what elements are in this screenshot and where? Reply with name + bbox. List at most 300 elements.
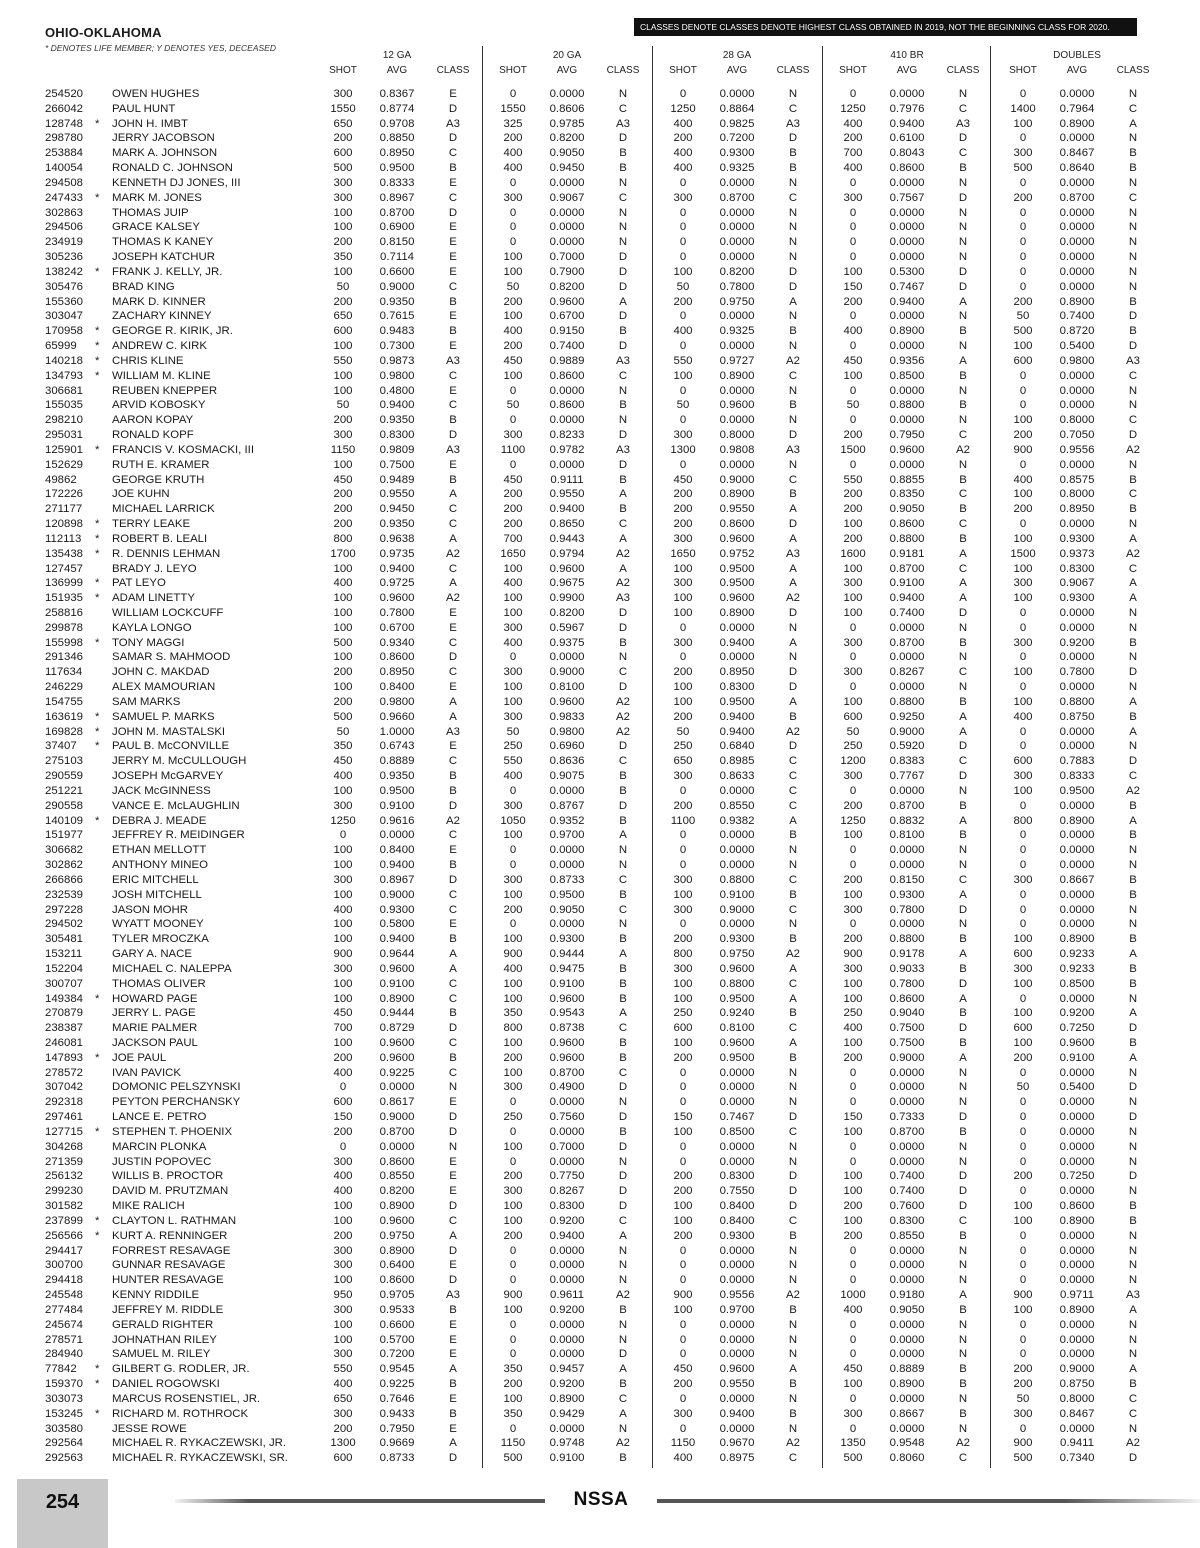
- 410br-shot: 0: [849, 784, 857, 797]
- doubles-shot: 0: [1019, 888, 1027, 901]
- 410br-shot: 200: [843, 1229, 863, 1242]
- 410br-shot: 500: [843, 1452, 863, 1465]
- 12ga-avg: 0.7800: [379, 606, 415, 619]
- 410br-avg: 0.9050: [889, 503, 925, 516]
- 410br-shot: 0: [849, 176, 857, 189]
- 410br-class: B: [959, 1363, 967, 1376]
- 410br-avg: 0.8600: [889, 162, 925, 175]
- doubles-shot: 0: [1019, 681, 1027, 694]
- 28ga-avg: 0.0000: [719, 1066, 755, 1079]
- 20ga-avg: 0.7560: [549, 1111, 585, 1124]
- member-id: 291346: [45, 651, 84, 664]
- doubles-avg: 0.0000: [1059, 221, 1095, 234]
- member-name: DEBRA J. MEADE: [112, 814, 207, 827]
- 12ga-shot: 100: [333, 651, 353, 664]
- table-row: [45, 962, 1145, 977]
- 410br-class: A: [959, 354, 967, 367]
- 28ga-avg: 0.8000: [719, 429, 755, 442]
- 410br-class: N: [958, 1333, 968, 1346]
- member-name: TYLER MROCZKA: [112, 933, 209, 946]
- 28ga-class: N: [788, 88, 798, 100]
- 20ga-shot: 400: [503, 636, 523, 649]
- 12ga-shot: 300: [333, 1244, 353, 1257]
- 12ga-avg: 0.8400: [379, 844, 415, 857]
- doubles-class: A: [1129, 725, 1137, 738]
- life-member-marker: *: [95, 1125, 100, 1138]
- 20ga-avg: 0.8200: [549, 280, 585, 293]
- 410br-class: N: [958, 458, 968, 471]
- 410br-class: N: [958, 310, 968, 323]
- 20ga-shot: 100: [503, 606, 523, 619]
- 20ga-class: N: [618, 88, 628, 100]
- 12ga-class: E: [449, 1333, 457, 1346]
- doubles-shot: 100: [1013, 592, 1033, 605]
- 410br-avg: 0.9600: [889, 443, 925, 456]
- table-row: [45, 680, 1145, 695]
- doubles-avg: 0.0000: [1059, 176, 1095, 189]
- 28ga-avg: 0.8633: [719, 770, 755, 783]
- doubles-shot: 200: [1013, 1363, 1033, 1376]
- 12ga-shot: 50: [336, 399, 350, 412]
- doubles-shot: 300: [1013, 962, 1033, 975]
- 28ga-class: N: [788, 1081, 798, 1094]
- avg-header: AVG: [726, 65, 748, 76]
- member-id: 153245: [45, 1407, 84, 1420]
- table-row: [45, 814, 1145, 829]
- 28ga-class: B: [789, 325, 797, 338]
- 410br-avg: 0.0000: [889, 651, 925, 664]
- 28ga-shot: 50: [676, 725, 690, 738]
- doubles-class: B: [1129, 1037, 1137, 1049]
- 28ga-class: N: [788, 414, 798, 427]
- 20ga-shot: 400: [503, 325, 523, 338]
- 12ga-class: A: [449, 1437, 457, 1450]
- doubles-avg: 0.8000: [1059, 1392, 1095, 1405]
- 20ga-class: A: [619, 295, 627, 308]
- 28ga-class: A3: [786, 547, 800, 560]
- 410br-avg: 0.8550: [889, 1229, 925, 1242]
- 12ga-avg: 0.9400: [379, 399, 415, 412]
- 410br-shot: 100: [843, 1185, 863, 1198]
- 12ga-avg: 0.8150: [379, 236, 415, 249]
- doubles-avg: 0.0000: [1059, 518, 1095, 531]
- 28ga-shot: 100: [673, 992, 693, 1005]
- 410br-shot: 900: [843, 948, 863, 961]
- 12ga-class: B: [449, 784, 457, 797]
- 12ga-class: E: [449, 1422, 457, 1435]
- doubles-shot: 200: [1013, 1170, 1033, 1183]
- 28ga-class: N: [788, 859, 798, 872]
- 28ga-class: N: [788, 340, 798, 353]
- 12ga-class: C: [448, 829, 458, 842]
- 12ga-class: C: [448, 992, 458, 1005]
- doubles-class: A2: [1126, 443, 1140, 456]
- 28ga-class: N: [788, 1155, 798, 1168]
- 20ga-class: N: [618, 918, 628, 931]
- doubles-shot: 400: [1013, 710, 1033, 723]
- life-member-marker: *: [95, 1214, 100, 1227]
- 410br-avg: 0.8600: [889, 518, 925, 531]
- life-member-marker: *: [95, 443, 100, 456]
- 20ga-class: A3: [616, 354, 630, 367]
- 28ga-avg: 0.9600: [719, 592, 755, 605]
- 28ga-shot: 0: [679, 1081, 687, 1094]
- 410br-avg: 0.9548: [889, 1437, 925, 1450]
- 20ga-shot: 0: [509, 221, 517, 234]
- doubles-class: B: [1129, 147, 1137, 160]
- 12ga-avg: 0.9708: [379, 117, 415, 130]
- 20ga-class: B: [619, 325, 627, 338]
- 410br-class: N: [958, 844, 968, 857]
- 20ga-avg: 0.8233: [549, 429, 585, 442]
- 20ga-avg: 0.9500: [549, 888, 585, 901]
- 410br-class: N: [958, 1392, 968, 1405]
- doubles-class: N: [1128, 384, 1138, 397]
- 12ga-shot: 500: [333, 636, 353, 649]
- life-member-marker: *: [95, 1229, 100, 1242]
- 20ga-class: D: [618, 280, 628, 293]
- 410br-avg: 0.9181: [889, 547, 925, 560]
- 20ga-avg: 0.8636: [549, 755, 585, 768]
- 20ga-avg: 0.0000: [549, 1155, 585, 1168]
- 410br-shot: 200: [843, 503, 863, 516]
- 410br-avg: 0.0000: [889, 1155, 925, 1168]
- 20ga-avg: 0.0000: [549, 384, 585, 397]
- 410br-shot: 200: [843, 933, 863, 946]
- table-row: [45, 1155, 1145, 1170]
- member-id: 152629: [45, 458, 84, 471]
- 12ga-avg: 0.9100: [379, 799, 415, 812]
- member-name: THOMAS OLIVER: [112, 977, 206, 990]
- 12ga-shot: 100: [333, 681, 353, 694]
- 12ga-shot: 100: [333, 1318, 353, 1331]
- 20ga-avg: 0.6700: [549, 310, 585, 323]
- doubles-shot: 0: [1019, 1155, 1027, 1168]
- doubles-avg: 0.0000: [1059, 918, 1095, 931]
- member-name: JOHN H. IMBT: [112, 117, 188, 130]
- doubles-shot: 200: [1013, 503, 1033, 516]
- 20ga-class: B: [619, 1037, 627, 1049]
- doubles-shot: 0: [1019, 88, 1027, 100]
- 28ga-avg: 0.8300: [719, 681, 755, 694]
- doubles-shot: 0: [1019, 1125, 1027, 1138]
- 28ga-shot: 0: [679, 784, 687, 797]
- 410br-class: N: [958, 1274, 968, 1287]
- shot-header: SHOT: [329, 65, 357, 76]
- 20ga-class: D: [618, 799, 628, 812]
- doubles-class: B: [1129, 710, 1137, 723]
- 12ga-avg: 0.8600: [379, 651, 415, 664]
- 28ga-shot: 200: [673, 799, 693, 812]
- member-id: 298210: [45, 414, 84, 427]
- 20ga-class: D: [618, 132, 628, 145]
- doubles-shot: 300: [1013, 147, 1033, 160]
- 410br-shot: 50: [846, 725, 860, 738]
- 28ga-avg: 0.9750: [719, 295, 755, 308]
- 12ga-shot: 450: [333, 755, 353, 768]
- doubles-shot: 100: [1013, 1303, 1033, 1316]
- member-id: 253884: [45, 147, 84, 160]
- 410br-shot: 0: [849, 1081, 857, 1094]
- group-header: 28 GA: [722, 50, 752, 61]
- 12ga-class: B: [449, 770, 457, 783]
- member-name: BRADY J. LEYO: [112, 562, 197, 575]
- 410br-avg: 0.8500: [889, 369, 925, 382]
- table-row: [45, 1451, 1145, 1466]
- member-id: 151935: [45, 592, 84, 605]
- 20ga-avg: 0.8600: [549, 369, 585, 382]
- 410br-class: B: [959, 799, 967, 812]
- 20ga-avg: 0.9150: [549, 325, 585, 338]
- 20ga-shot: 200: [503, 503, 523, 516]
- member-name: KAYLA LONGO: [112, 621, 192, 634]
- doubles-shot: 0: [1019, 992, 1027, 1005]
- 20ga-class: N: [618, 384, 628, 397]
- 12ga-avg: 0.9300: [379, 903, 415, 916]
- 12ga-avg: 0.8950: [379, 147, 415, 160]
- 28ga-class: C: [788, 784, 798, 797]
- 20ga-shot: 300: [503, 191, 523, 204]
- 410br-shot: 200: [843, 488, 863, 501]
- 28ga-shot: 1100: [670, 814, 696, 827]
- 20ga-class: D: [618, 1185, 628, 1198]
- 28ga-class: B: [789, 710, 797, 723]
- 12ga-avg: 0.8967: [379, 191, 415, 204]
- 28ga-class: A2: [786, 725, 800, 738]
- life-member-marker: *: [95, 1363, 100, 1376]
- table-row: [45, 117, 1145, 132]
- 20ga-class: A2: [616, 725, 630, 738]
- 12ga-class: C: [448, 1037, 458, 1049]
- doubles-shot: 0: [1019, 903, 1027, 916]
- table-row: [45, 250, 1145, 265]
- 28ga-avg: 0.6840: [719, 740, 755, 753]
- member-id: 138242: [45, 265, 84, 278]
- doubles-shot: 0: [1019, 1229, 1027, 1242]
- 12ga-avg: 0.8200: [379, 1185, 415, 1198]
- 410br-class: C: [958, 562, 968, 575]
- 20ga-shot: 300: [503, 621, 523, 634]
- 12ga-class: N: [448, 1081, 458, 1094]
- 28ga-avg: 0.8800: [719, 977, 755, 990]
- page-number-box: [17, 1479, 108, 1548]
- 12ga-avg: 0.9489: [379, 473, 415, 486]
- 12ga-avg: 0.9873: [379, 354, 415, 367]
- doubles-avg: 0.0000: [1059, 1259, 1095, 1272]
- 410br-avg: 0.8800: [889, 933, 925, 946]
- member-name: MICHAEL R. RYKACZEWSKI, SR.: [112, 1452, 288, 1465]
- 12ga-avg: 0.7300: [379, 340, 415, 353]
- life-member-marker: *: [95, 992, 100, 1005]
- 410br-class: N: [958, 88, 968, 100]
- member-name: WILLIAM M. KLINE: [112, 369, 211, 382]
- doubles-class: N: [1128, 1318, 1138, 1331]
- 20ga-avg: 0.0000: [549, 1259, 585, 1272]
- table-row: [45, 206, 1145, 221]
- page-title: OHIO-OKLAHOMA: [45, 25, 162, 40]
- doubles-avg: 0.0000: [1059, 280, 1095, 293]
- doubles-avg: 0.0000: [1059, 1333, 1095, 1346]
- 28ga-shot: 0: [679, 1259, 687, 1272]
- member-name: VANCE E. McLAUGHLIN: [112, 799, 240, 812]
- doubles-avg: 0.0000: [1059, 725, 1095, 738]
- doubles-class: D: [1128, 666, 1138, 679]
- table-row: [45, 799, 1145, 814]
- 12ga-avg: 0.8729: [379, 1022, 415, 1035]
- doubles-shot: 200: [1013, 191, 1033, 204]
- member-name: PEYTON PERCHANSKY: [112, 1096, 241, 1109]
- member-id: 292318: [45, 1096, 84, 1109]
- 28ga-avg: 0.0000: [719, 236, 755, 249]
- table-row: [45, 1333, 1145, 1348]
- 28ga-avg: 0.0000: [719, 251, 755, 264]
- 20ga-shot: 200: [503, 1378, 523, 1391]
- 20ga-shot: 100: [503, 369, 523, 382]
- 12ga-class: E: [449, 236, 457, 249]
- 20ga-shot: 500: [503, 1452, 523, 1465]
- 410br-shot: 250: [843, 740, 863, 753]
- 28ga-avg: 0.0000: [719, 176, 755, 189]
- 12ga-avg: 0.7950: [379, 1422, 415, 1435]
- 410br-shot: 1500: [840, 443, 866, 456]
- 20ga-class: A: [619, 948, 627, 961]
- 28ga-shot: 100: [673, 888, 693, 901]
- doubles-avg: 0.0000: [1059, 399, 1095, 412]
- member-name: RICHARD M. ROTHROCK: [112, 1407, 249, 1420]
- member-name: JOSH MITCHELL: [112, 888, 202, 901]
- 28ga-class: B: [789, 488, 797, 501]
- 12ga-avg: 0.9638: [379, 532, 415, 545]
- 20ga-avg: 0.0000: [549, 1348, 585, 1361]
- life-member-marker: *: [95, 1378, 100, 1391]
- 28ga-shot: 200: [673, 295, 693, 308]
- 28ga-class: C: [788, 903, 798, 916]
- 20ga-avg: 0.0000: [549, 784, 585, 797]
- 410br-shot: 300: [843, 191, 863, 204]
- 410br-class: B: [959, 1007, 967, 1020]
- 28ga-avg: 0.8400: [719, 1214, 755, 1227]
- 20ga-shot: 400: [503, 162, 523, 175]
- doubles-avg: 0.9711: [1060, 1289, 1094, 1302]
- table-row: [45, 591, 1145, 606]
- 20ga-shot: 0: [509, 88, 517, 100]
- 20ga-avg: 0.0000: [549, 458, 585, 471]
- table-row: [45, 1244, 1145, 1259]
- 12ga-class: D: [448, 1452, 458, 1465]
- 410br-shot: 300: [843, 962, 863, 975]
- 12ga-shot: 300: [333, 176, 353, 189]
- 28ga-shot: 200: [673, 1229, 693, 1242]
- doubles-avg: 0.0000: [1059, 799, 1095, 812]
- 28ga-shot: 200: [673, 666, 693, 679]
- 12ga-avg: 0.5800: [379, 918, 415, 931]
- 28ga-avg: 0.9325: [719, 162, 755, 175]
- 410br-class: A: [959, 725, 967, 738]
- table-row: [45, 517, 1145, 532]
- 12ga-avg: 0.6743: [379, 740, 415, 753]
- 410br-class: N: [958, 414, 968, 427]
- 12ga-avg: 0.9809: [379, 443, 415, 456]
- member-id: 149384: [45, 992, 84, 1005]
- 20ga-shot: 100: [503, 265, 523, 278]
- 20ga-class: D: [618, 265, 628, 278]
- 12ga-class: E: [449, 1096, 457, 1109]
- 12ga-class: D: [448, 1200, 458, 1213]
- 28ga-class: N: [788, 1140, 798, 1153]
- 20ga-avg: 0.0000: [549, 206, 585, 219]
- 28ga-class: D: [788, 666, 798, 679]
- member-id: 290559: [45, 770, 84, 783]
- 28ga-shot: 0: [679, 1274, 687, 1287]
- member-id: 302863: [45, 206, 84, 219]
- table-row: [45, 903, 1145, 918]
- 410br-shot: 0: [849, 1066, 857, 1079]
- 28ga-shot: 400: [673, 117, 693, 130]
- 410br-shot: 0: [849, 1333, 857, 1346]
- 410br-avg: 0.0000: [889, 1274, 925, 1287]
- 410br-class: N: [958, 251, 968, 264]
- 12ga-class: B: [449, 473, 457, 486]
- member-name: ADAM LINETTY: [112, 592, 195, 605]
- table-row: [45, 1110, 1145, 1125]
- 410br-class: A3: [956, 117, 970, 130]
- table-row: [45, 384, 1145, 399]
- 410br-avg: 0.0000: [889, 251, 925, 264]
- 28ga-class: A: [789, 577, 797, 590]
- member-id: 266866: [45, 873, 84, 886]
- 410br-shot: 0: [849, 1155, 857, 1168]
- 410br-class: D: [958, 132, 968, 145]
- 20ga-shot: 100: [503, 1392, 523, 1405]
- 410br-avg: 0.0000: [889, 1259, 925, 1272]
- member-name: GEORGE KRUTH: [112, 473, 205, 486]
- 410br-shot: 1200: [840, 755, 866, 768]
- 410br-shot: 100: [843, 992, 863, 1005]
- 28ga-class: B: [789, 888, 797, 901]
- 20ga-class: C: [618, 369, 628, 382]
- 410br-class: C: [958, 1214, 968, 1227]
- doubles-shot: 100: [1013, 1037, 1033, 1049]
- 12ga-shot: 400: [333, 1378, 353, 1391]
- 28ga-shot: 650: [673, 755, 693, 768]
- 28ga-class: C: [788, 799, 798, 812]
- doubles-avg: 0.0000: [1059, 859, 1095, 872]
- 20ga-shot: 0: [509, 176, 517, 189]
- 410br-class: D: [958, 1200, 968, 1213]
- 28ga-shot: 300: [673, 903, 693, 916]
- 410br-shot: 450: [843, 1363, 863, 1376]
- 20ga-avg: 0.0000: [549, 1422, 585, 1435]
- 20ga-avg: 0.9543: [549, 1007, 585, 1020]
- 410br-shot: 0: [849, 458, 857, 471]
- shot-header: SHOT: [499, 65, 527, 76]
- 20ga-class: N: [618, 1422, 628, 1435]
- 28ga-shot: 450: [673, 1363, 693, 1376]
- 28ga-class: A: [789, 695, 797, 708]
- 12ga-shot: 300: [333, 429, 353, 442]
- table-row: [45, 487, 1145, 502]
- 28ga-shot: 300: [673, 532, 693, 545]
- 410br-shot: 100: [843, 977, 863, 990]
- 410br-avg: 0.7976: [889, 102, 925, 115]
- 410br-class: C: [958, 429, 968, 442]
- 12ga-class: D: [448, 1244, 458, 1257]
- 20ga-shot: 50: [506, 280, 520, 293]
- doubles-shot: 0: [1019, 221, 1027, 234]
- life-member-marker: *: [95, 191, 100, 204]
- 410br-shot: 200: [843, 132, 863, 145]
- group-header: DOUBLES: [1053, 50, 1101, 61]
